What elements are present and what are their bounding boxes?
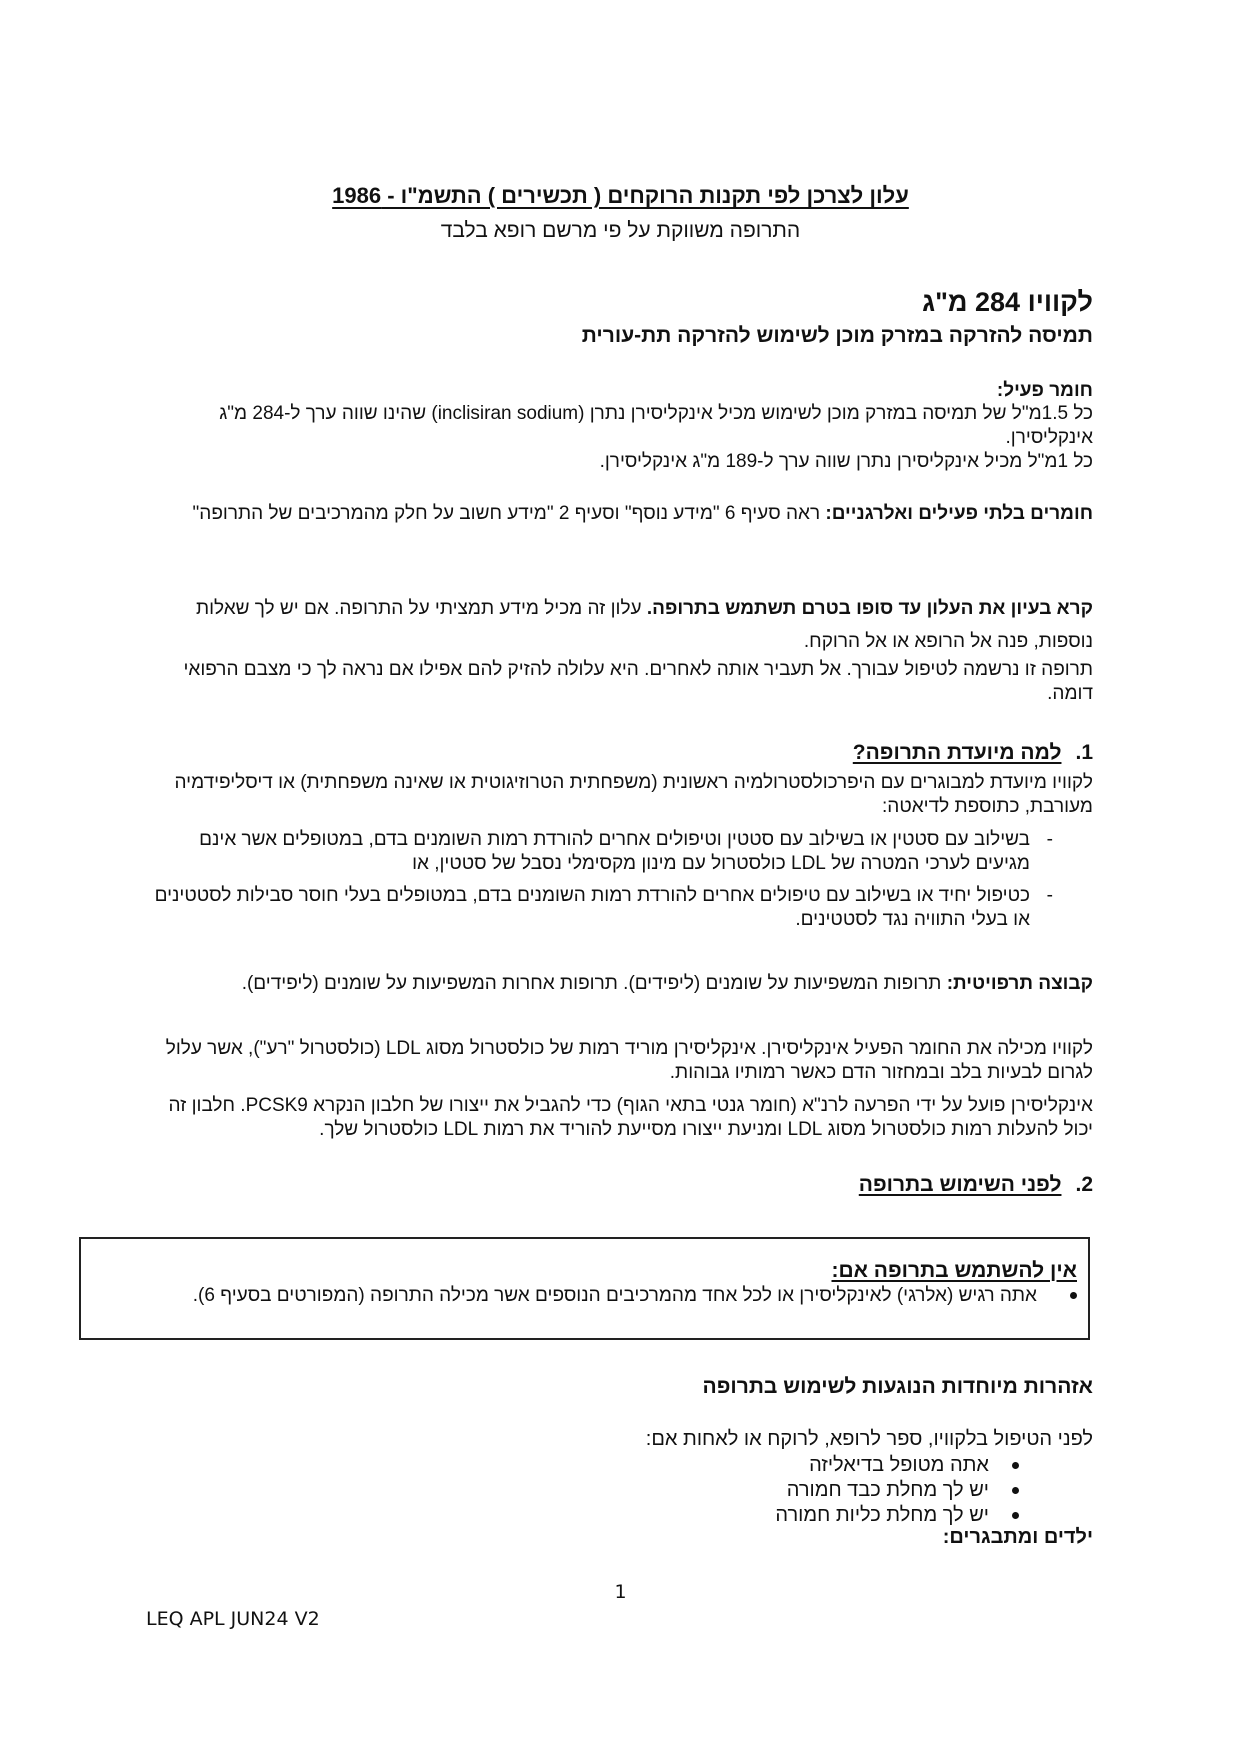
document-code: LEQ APL JUN24 V2: [146, 1608, 320, 1630]
dash-bullet-icon: -: [1046, 829, 1053, 850]
active-ingredient-label: חומר פעיל:: [996, 380, 1093, 401]
bullet-icon: [1012, 1478, 1019, 1503]
condition-item: אתה מטופל בדיאליזה: [775, 1453, 1093, 1478]
section-2-number: 2.: [1075, 1173, 1093, 1196]
indication-item-text: כטיפול יחיד או בשילוב עם טיפולים אחרים להורדת רמות השומנים בדם, במטופלים בעלי חוסר סבילות לסטטינים או בעלי התוויה נגד לסטטינים.: [154, 885, 1030, 930]
bullet-icon: [1037, 1285, 1077, 1307]
inactive-ingredients: [148, 502, 1093, 526]
read-notice-text: עלון זה מכיל מידע תמציתי על התרופה. אם יש לך שאלות נוספות, פנה אל הרופא או אל הרוקח.: [195, 598, 1093, 652]
bullet-icon: [1012, 1453, 1019, 1478]
indication-item-text: בשילוב עם סטטין או בשילוב עם סטטין וטיפולים אחרים להורדת רמות השומנים בדם, במטופלים אשר אינם מגיעים לערכי המטרה של LDL כולסטרול עם מינון מקסימלי נסבל של סטטין, או: [199, 829, 1030, 874]
mechanism-paragraph-2: אינקליסירן פועל על ידי הפרעה לרנ"א (חומר גנטי בתאי הגוף) כדי להגביל את ייצורו של חלבון הנקרא PCSK9. חלבון זה יכול להעלות רמות כולסטרול מסוג LDL ומניעת ייצורו מסייעת להוריד את רמות LDL כולסטרול שלך.: [168, 1095, 1093, 1140]
section-1-title: למה מיועדת התרופה?: [852, 741, 1062, 764]
read-notice: [148, 592, 1093, 658]
section-2-heading: [859, 1173, 1093, 1197]
page-number: 1: [614, 1581, 627, 1603]
condition-item: יש לך מחלת כבד חמורה: [775, 1478, 1093, 1503]
leaflet-regulation-title: עלון לצרכן לפי תקנות הרוקחים ( תכשירים ) התשמ"ו - 1986: [332, 183, 909, 208]
contraindication-item: [193, 1285, 1077, 1307]
indication-list: [148, 828, 1093, 940]
inactive-ingredients-text: ראה סעיף 6 "מידע נוסף" וסעיף 2 "מידע חשוב על חלק מהמרכיבים של התרופה": [192, 503, 826, 524]
special-warnings-heading: אזהרות מיוחדות הנוגעות לשימוש בתרופה: [702, 1375, 1093, 1398]
active-ingredient-line2: כל 1מ"ל מכיל אינקליסירן נתרן שווה ערך ל-189 מ"ג אינקליסירן.: [599, 451, 1093, 472]
condition-item: יש לך מחלת כליות חמורה: [775, 1503, 1093, 1528]
prescription-notice: התרופה משווקת על פי מרשם רופא בלבד: [440, 219, 801, 242]
contraindication-text: אתה רגיש (אלרגי) לאינקליסירן או לכל אחד מהמרכיבים הנוספים אשר מכילה התרופה (המפורטים בסעיף 6).: [192, 1285, 1037, 1306]
therapeutic-group: [148, 972, 1093, 996]
indication-item: [148, 884, 1093, 932]
indication-intro: לקוויו מיועדת למבוגרים עם היפרכולסטרולמיה ראשונית (משפחתית הטרוזיגוטית או שאינה משפחתית) או דיסליפידמיה מעורבת, כתוספת לדיאטה:: [174, 772, 1093, 817]
conditions-list: [775, 1453, 1093, 1528]
contraindications-box: [79, 1237, 1090, 1340]
children-adolescents-heading: ילדים ומתבגרים:: [942, 1526, 1093, 1548]
mechanism-paragraph-1: לקוויו מכילה את החומר הפעיל אינקליסירן. אינקליסירן מוריד רמות של כולסטרול מסוג LDL (כולסטרול "רע"), אשר עלול לגרום לבעיות בלב ובמחזור הדם כאשר רמותיו גבוהות.: [165, 1038, 1093, 1083]
section-1-heading: [853, 741, 1093, 765]
therapeutic-group-label: קבוצה תרפויטית:: [946, 973, 1093, 994]
prescribed-for-you-notice: תרופה זו נרשמה לטיפול עבורך. אל תעביר אותה לאחרים. היא עלולה להזיק להם אפילו אם נראה לך כי מצבם הרפואי דומה.: [183, 659, 1093, 704]
read-notice-bold: קרא בעיון את העלון עד סופו בטרם תשתמש בתרופה.: [646, 598, 1093, 619]
active-ingredient-line1: כל 1.5מ"ל של תמיסה במזרק מוכן לשימוש מכיל אינקליסירן נתרן (inclisiran sodium) שהינו שווה ערך ל-284 מ"ג אינקליסירן.: [219, 403, 1093, 448]
section-2-title: לפני השימוש בתרופה: [858, 1173, 1062, 1196]
inactive-ingredients-label: חומרים בלתי פעילים ואלרגניים:: [825, 503, 1093, 524]
indication-item: [148, 828, 1093, 876]
before-treatment-intro: לפני הטיפול בלקוויו, ספר לרופא, לרוקח או לאחות אם:: [645, 1428, 1093, 1450]
product-form: תמיסה להזרקה במזרק מוכן לשימוש להזרקה תת-עורית: [581, 324, 1093, 347]
dash-bullet-icon: -: [1046, 885, 1053, 906]
product-name: לקוויו 284 מ"ג: [922, 287, 1093, 317]
bullet-icon: [1012, 1503, 1019, 1528]
therapeutic-group-text: תרופות המשפיעות על שומנים (ליפידים). תרופות אחרות המשפיעות על שומנים (ליפידים).: [241, 973, 947, 994]
contraindications-title: אין להשתמש בתרופה אם:: [831, 1259, 1077, 1282]
section-1-number: 1.: [1075, 741, 1093, 764]
